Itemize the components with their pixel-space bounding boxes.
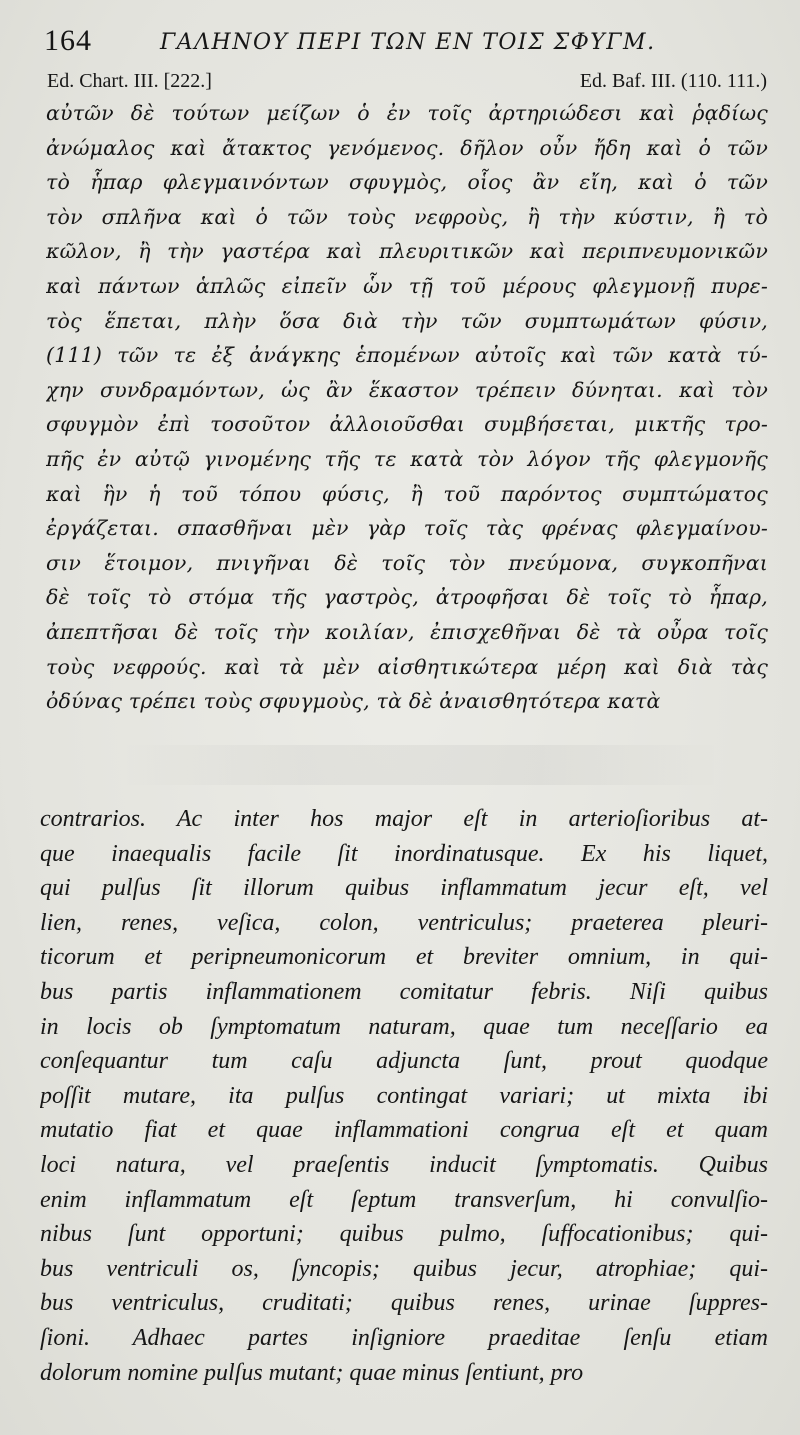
latin-line: nibus ſunt opportuni; quibus pulmo, ſuffocationibus; qui- bbox=[40, 1221, 768, 1248]
greek-line: τὸς ἕπεται, πλὴν ὅσα διὰ τὴν τῶν συμπτωμάτων φύσιν, bbox=[46, 308, 768, 333]
greek-line: σφυγμὸν ἐπὶ τοσοῦτον ἀλλοιοῦσθαι συμβήσεται, μικτῆς τρο- bbox=[46, 412, 768, 437]
latin-line: ſioni. Adhaec partes inſigniore praeditae ſenſu etiam bbox=[40, 1324, 768, 1351]
greek-line: κῶλον, ἢ τὴν γαστέρα καὶ πλευριτικῶν καὶ περιπνευμονικῶν bbox=[46, 239, 768, 264]
latin-line: enim inflammatum eſt ſeptum transverſum, hi convulſio- bbox=[40, 1186, 768, 1213]
greek-line: αὐτῶν δὲ τούτων μείζων ὁ ἐν τοῖς ἀρτηριώδεσι καὶ ῥᾳδίως bbox=[46, 101, 768, 125]
latin-line: lien, renes, veſica, colon, ventriculus; praeterea pleuri- bbox=[40, 909, 768, 936]
latin-text-block bbox=[40, 802, 768, 1390]
latin-line: qui pulſus ſit illorum quibus inflammatum jecur eſt, vel bbox=[40, 875, 768, 902]
latin-line: in locis ob ſymptomatum naturam, quae tum neceſſario ea bbox=[40, 1013, 768, 1040]
greek-text-block bbox=[46, 96, 768, 719]
greek-line: σιν ἕτοιμον, πνιγῆναι δὲ τοῖς τὸν πνεύμονα, συγκοπῆναι bbox=[46, 550, 768, 575]
greek-line: τὸν σπλῆνα καὶ ὁ τῶν τοὺς νεφροὺς, ἢ τὴν κύστιν, ἢ τὸ bbox=[46, 204, 768, 229]
greek-line: τὸ ἧπαρ φλεγμαινόντων σφυγμὸς, οἷος ἂν εἴη, καὶ ὁ τῶν bbox=[46, 170, 768, 195]
edition-reference-line bbox=[47, 70, 767, 98]
greek-line: ἀνώμαλος καὶ ἄτακτος γενόμενος. δῆλον οὖν ἤδη καὶ ὁ τῶν bbox=[46, 135, 768, 160]
latin-line: bus ventriculi os, ſyncopis; quibus jecur, atrophiae; qui- bbox=[40, 1255, 768, 1282]
latin-line: mutatio fiat et quae inflammationi congrua eſt et quam bbox=[40, 1117, 768, 1144]
latin-line: bus ventriculus, cruditati; quibus renes, urinae ſuppres- bbox=[40, 1290, 768, 1317]
greek-line: καὶ πάντων ἁπλῶς εἰπεῖν ὧν τῇ τοῦ μέρους φλεγμονῇ πυρε- bbox=[46, 273, 768, 298]
page-header bbox=[44, 22, 764, 66]
greek-line: ἀπεπτῆσαι δὲ τοῖς τὴν κοιλίαν, ἐπισχεθῆναι δὲ τὰ οὖρα τοῖς bbox=[46, 619, 768, 644]
greek-line: ὀδύνας τρέπει τοὺς σφυγμοὺς, τὰ δὲ ἀναισθητότερα κατὰ bbox=[46, 689, 661, 714]
running-title: ΓΑΛΗΝΟΥ ΠΕΡΙ ΤΩΝ ΕΝ ΤΟΙΣ ΣΦΥΓΜ. bbox=[160, 30, 656, 55]
greek-line: πῆς ἐν αὐτῷ γινομένης τῆς τε κατὰ τὸν λόγον τῆς φλεγμονῆς bbox=[46, 446, 768, 471]
greek-line: τοὺς νεφρούς. καὶ τὰ μὲν αἰσθητικώτερα μέρη καὶ διὰ τὰς bbox=[46, 654, 768, 679]
latin-line: poſſit mutare, ita pulſus contingat variari; ut mixta ibi bbox=[40, 1082, 768, 1109]
latin-line: ticorum et peripneumonicorum et breviter omnium, in qui- bbox=[40, 944, 768, 971]
edition-basel-reference: Ed. Baf. III. (110. 111.) bbox=[579, 70, 767, 92]
greek-line: ἐργάζεται. σπασθῆναι μὲν γὰρ τοῖς τὰς φρένας φλεγμαίνου- bbox=[46, 516, 768, 541]
page-number: 164 bbox=[44, 24, 92, 57]
greek-line: (111) τῶν τε ἐξ ἀνάγκης ἑπομένων αὐτοῖς καὶ τῶν κατὰ τύ- bbox=[46, 343, 768, 368]
edition-chartier-reference: Ed. Chart. III. [222.] bbox=[47, 70, 212, 92]
greek-line: καὶ ἣν ἡ τοῦ τόπου φύσις, ἢ τοῦ παρόντος συμπτώματος bbox=[46, 481, 768, 506]
latin-line: contrarios. Ac inter hos major eſt in arterioſioribus at- bbox=[40, 806, 768, 832]
show-through-shadow bbox=[120, 745, 720, 785]
latin-line: conſequantur tum caſu adjuncta ſunt, prout quodque bbox=[40, 1048, 768, 1075]
greek-line: δὲ τοῖς τὸ στόμα τῆς γαστρὸς, ἀτροφῆσαι δὲ τοῖς τὸ ἧπαρ, bbox=[46, 585, 768, 610]
latin-line: que inaequalis facile ſit inordinatusque. Ex his liquet, bbox=[40, 840, 768, 867]
latin-line: dolorum nomine pulſus mutant; quae minus ſentiunt, pro bbox=[40, 1359, 584, 1386]
greek-line: χην συνδραμόντων, ὡς ἂν ἕκαστον τρέπειν δύνηται. καὶ τὸν bbox=[46, 377, 768, 402]
latin-line: loci natura, vel praeſentis inducit ſymptomatis. Quibus bbox=[40, 1151, 768, 1178]
latin-line: bus partis inflammationem comitatur febris. Niſi quibus bbox=[40, 978, 768, 1005]
